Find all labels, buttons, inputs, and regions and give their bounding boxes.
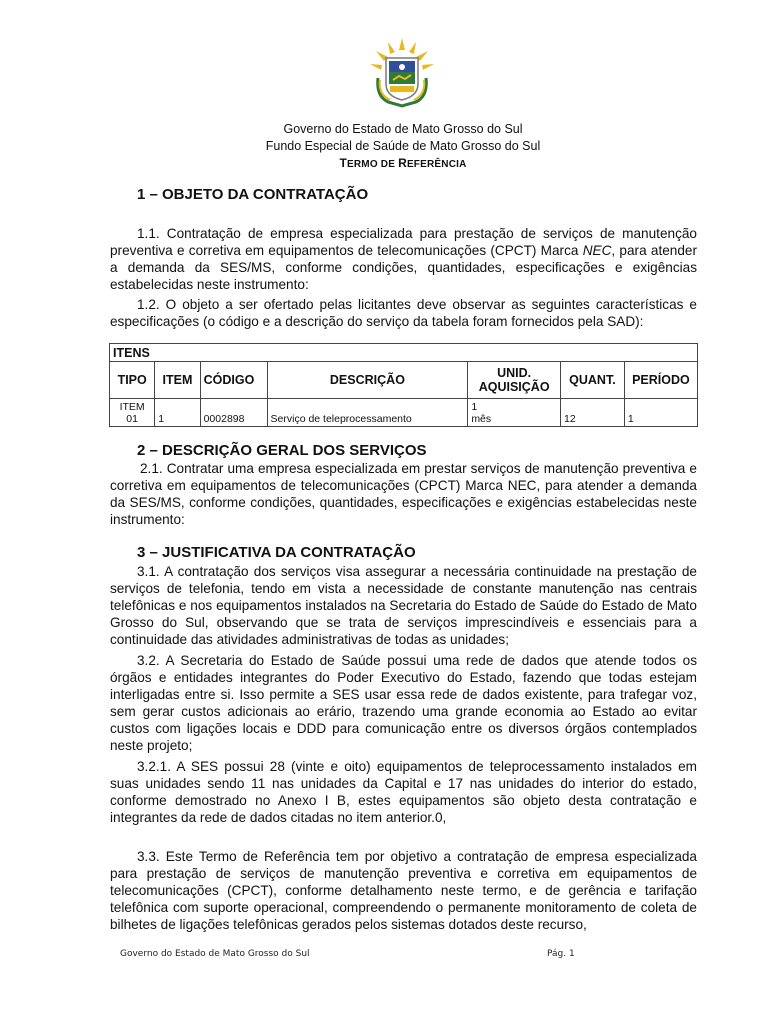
paragraph-3-2-1: 3.2.1. A SES possui 28 (vinte e oito) equipamentos de teleprocessamento instalados em suas unidades sendo 11 nas unidades da Capital e 17 nas unidades do interior do estado, conforme demostrado no Anexo I B, estes equipamentos são objeto desta contratação e integrantes da rede de dados citadas no item anterior.0, (110, 759, 697, 825)
paragraph-3-1: 3.1. A contratação dos serviços visa assegurar a necessária continuidade na prestação de serviços de telefonia, tendo em vista a necessidade de constante manutenção nas centrais telefônicas e nos equipamentos instalados na Secretaria do Estado de Saúde do Estado de Mato Grosso do Sul, observando que se trata de serviços imprescindíveis e essenciais para a continuidade das atividades administrativas de todas as unidades; (110, 564, 697, 647)
cell-unid: 1 mês (468, 399, 561, 427)
col-unid-aquisicao: UNID. AQUISIÇÃO (468, 362, 561, 399)
section-2-heading: 2 – DESCRIÇÃO GERAL DOS SERVIÇOS (137, 442, 427, 459)
paragraph-3-2: 3.2. A Secretaria do Estado de Saúde possui uma rede de dados que atende todos os órgãos e entidades integrantes do Poder Executivo do Estado, fazendo que todas estejam interligadas entre si. Isso permite a SES usar essa rede de dados existente, para trafegar voz, sem gerar custos adicionais ao erário, trazendo uma grande economia ao Estado ao evitar custos com ligações locais e DDD para comunicação entre os diversos órgãos contemplados neste projeto; (110, 653, 697, 753)
paragraph-3-3: 3.3. Este Termo de Referência tem por objetivo a contratação de empresa especializada para prestação de serviços de manutenção preventiva e corretiva em equipamentos de telecomunicações (CPCT), conforme detalhamento neste termo, e de gerência e tarifação telefônica com suporte operacional, compreendendo o permanente monitoramento de coleta de bilhetes de ligações telefônicas gerados pelos sistemas dotados deste recurso, (110, 849, 697, 932)
cell-tipo: ITEM 01 (110, 399, 155, 427)
table-row (110, 399, 698, 427)
page-number: Pág. 1 (547, 949, 575, 959)
cell-quant: 12 (560, 399, 624, 427)
state-coat-of-arms-icon (368, 38, 436, 110)
cell-codigo: 0002898 (200, 399, 267, 427)
cell-item: 1 (155, 399, 200, 427)
table-header-row (110, 362, 698, 399)
footer-left: Governo do Estado de Mato Grosso do Sul (120, 949, 310, 959)
items-table (109, 343, 698, 427)
section-3-heading: 3 – JUSTIFICATIVA DA CONTRATAÇÃO (137, 544, 416, 561)
col-quant: QUANT. (560, 362, 624, 399)
paragraph-1-2: 1.2. O objeto a ser ofertado pelas licitantes deve observar as seguintes características e especificações (o código e a descrição do serviço da tabela foram fornecidos pela SAD): (110, 297, 697, 329)
header-government: Governo do Estado de Mato Grosso do Sul (283, 122, 523, 136)
col-periodo: PERÍODO (624, 362, 697, 399)
paragraph-1-1: 1.1. Contratação de empresa especializada para prestação de serviços de manutenção preventiva e corretiva em equipamentos de telecomunicações (CPCT) Marca NEC, para atender a demanda da SES/MS, conforme condições, quantidades, especificações e exigências estabelecidas neste instrumento: (110, 226, 697, 292)
table-group-label: ITENS (110, 344, 698, 362)
section-1-heading: 1 – OBJETO DA CONTRATAÇÃO (137, 186, 369, 203)
col-item: ITEM (155, 362, 200, 399)
header-fund: Fundo Especial de Saúde de Mato Grosso do Sul (265, 139, 541, 153)
document-title: TERMO DE REFERÊNCIA (339, 156, 467, 170)
col-descricao: DESCRIÇÃO (267, 362, 468, 399)
cell-periodo: 1 (624, 399, 697, 427)
col-tipo: TIPO (110, 362, 155, 399)
paragraph-2-1: 2.1. Contratar uma empresa especializada em prestar serviços de manutenção preventiva e corretiva em equipamentos de telecomunicações (CPCT) Marca NEC, para atender a demanda da SES/MS, conforme condições, quantidades, especificações e exigências estabelecidas neste instrumento: (110, 461, 697, 527)
col-codigo: CÓDIGO (200, 362, 267, 399)
cell-descricao: Serviço de teleprocessamento (267, 399, 468, 427)
